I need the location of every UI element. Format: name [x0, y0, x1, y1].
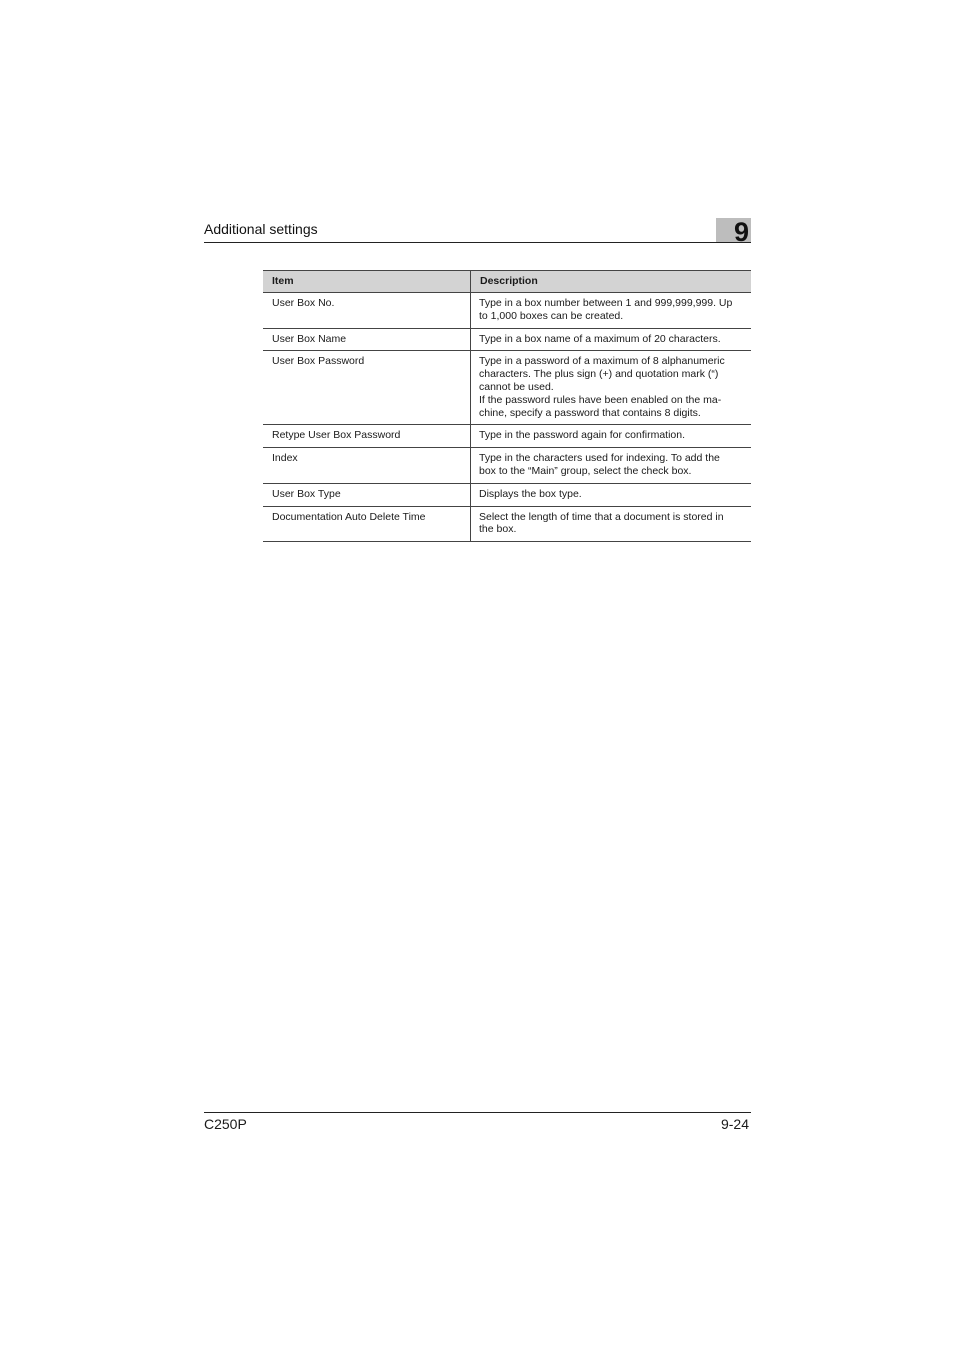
description-line: Type in a password of a maximum of 8 alphanumeric: [479, 355, 725, 368]
item-cell: User Box No.: [263, 293, 471, 329]
description-line: Type in a box name of a maximum of 20 characters.: [479, 332, 721, 345]
description-line: chine, specify a password that contains 8 digits.: [479, 406, 701, 419]
description-cell: [471, 293, 752, 329]
description-line: Type in a box number between 1 and 999,999,999. Up: [479, 297, 733, 309]
description-line: Select the length of time that a document is stored in: [479, 510, 724, 523]
description-line: If the password rules have been enabled on the ma-: [479, 393, 722, 406]
item-cell: User Box Password: [263, 351, 471, 425]
description-line: Displays the box type.: [479, 487, 582, 500]
page-footer: [204, 1112, 751, 1137]
table-row: [263, 351, 751, 425]
description-line: box to the “Main” group, select the check box.: [479, 464, 692, 477]
table-body: [263, 293, 751, 542]
table-row: [263, 328, 751, 351]
chapter-number: 9: [733, 217, 749, 247]
section-title: Additional settings: [204, 221, 318, 237]
description-cell: [471, 448, 752, 484]
description-cell: [471, 328, 752, 351]
item-cell: Retype User Box Password: [263, 425, 471, 448]
table-row: [263, 293, 751, 329]
column-header-item: Item: [263, 271, 471, 293]
model-name: C250P: [204, 1116, 247, 1132]
item-cell: Index: [263, 448, 471, 484]
description-line: Type in the password again for confirmation.: [479, 429, 686, 442]
description-cell: [471, 351, 752, 425]
item-cell: User Box Type: [263, 483, 471, 506]
item-cell: Documentation Auto Delete Time: [263, 506, 471, 542]
table-row: [263, 425, 751, 448]
description-line: to 1,000 boxes can be created.: [479, 309, 624, 322]
table-row: [263, 506, 751, 542]
description-line: cannot be used.: [479, 380, 554, 393]
settings-table: [263, 270, 751, 542]
table-header-row: [263, 271, 751, 293]
description-line: characters. The plus sign (+) and quotation mark (“): [479, 368, 719, 381]
description-line: Type in the characters used for indexing. To add the: [479, 452, 720, 465]
description-cell: [471, 483, 752, 506]
page-number: 9-24: [720, 1116, 749, 1132]
item-cell: User Box Name: [263, 328, 471, 351]
column-header-description: Description: [471, 271, 752, 293]
description-line: the box.: [479, 523, 517, 536]
description-cell: [471, 425, 752, 448]
table-row: [263, 448, 751, 484]
page-header: [204, 217, 751, 247]
chapter-tab: [716, 217, 751, 247]
table-row: [263, 483, 751, 506]
description-cell: [471, 506, 752, 542]
